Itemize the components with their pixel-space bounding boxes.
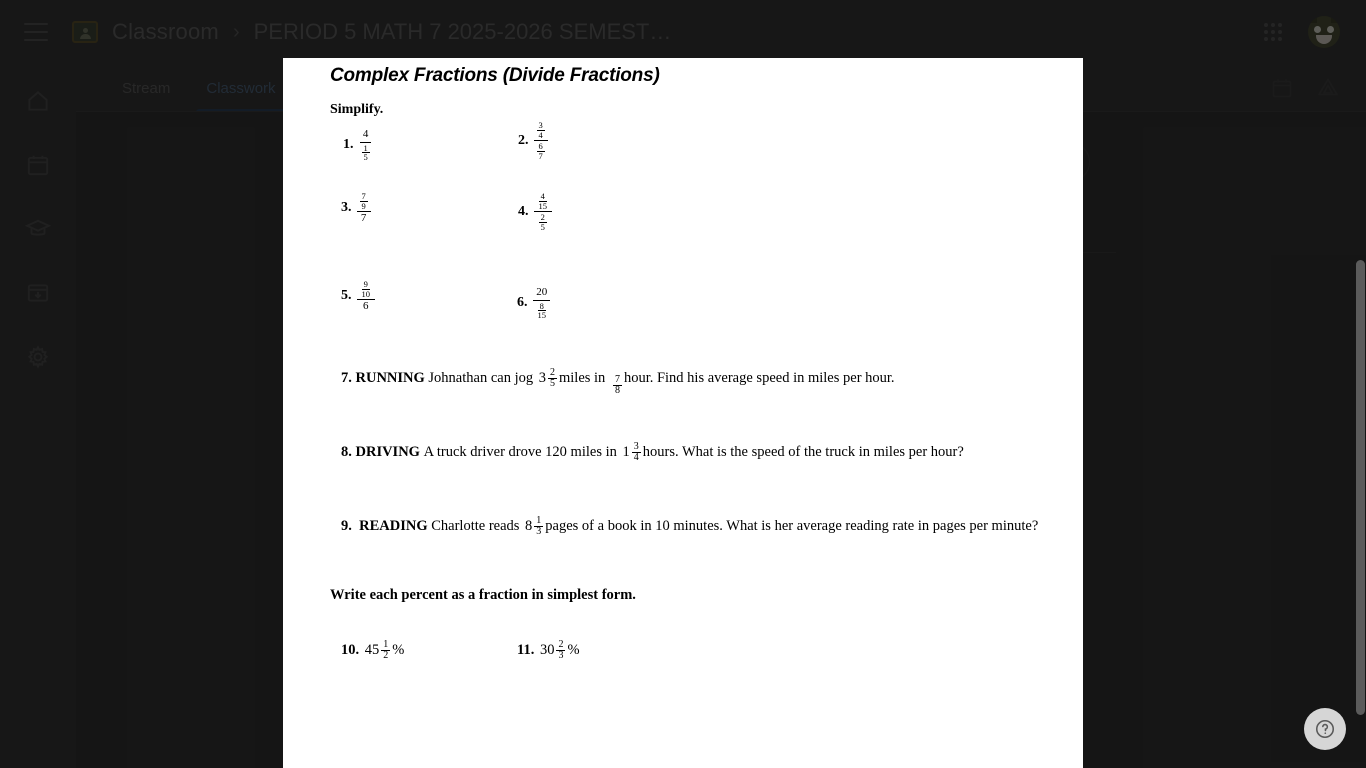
- problem-4: [518, 191, 552, 232]
- problem-text-2: miles in: [558, 370, 606, 386]
- fraction-numerator: [357, 191, 371, 212]
- problem-number: 1.: [343, 137, 354, 153]
- problem-text-1: Johnathan can jog: [428, 370, 534, 386]
- fraction-denominator: [534, 141, 548, 161]
- mixed-numerator: 2: [558, 639, 564, 650]
- vertical-scrollbar-track[interactable]: [1354, 112, 1366, 768]
- fraction-numerator: [357, 279, 376, 300]
- sub-fraction-numerator: 6: [538, 141, 543, 151]
- problem-text-2: hours. What is the speed of the truck in miles per hour?: [642, 444, 964, 460]
- mixed-whole: 30: [539, 642, 555, 658]
- problem-8: [341, 442, 964, 463]
- mixed-denominator: 2: [383, 650, 389, 661]
- problem-label: DRIVING: [355, 444, 420, 460]
- problem-number: 9.: [341, 518, 352, 534]
- problem-text-2: pages of a book in 10 minutes. What is her average reading rate in pages per minute?: [545, 518, 1039, 534]
- mixed-numerator: 7: [614, 374, 620, 385]
- help-button[interactable]: [1304, 708, 1346, 750]
- complex-fraction: [534, 120, 548, 161]
- mixed-number: [540, 640, 566, 661]
- sub-fraction-numerator: 9: [363, 279, 368, 289]
- worksheet-page: [283, 58, 1083, 768]
- sub-fraction-numerator: 1: [363, 142, 368, 153]
- problem-number: 7.: [341, 370, 352, 386]
- fraction-denominator: [359, 143, 373, 163]
- problem-number: 5.: [341, 288, 352, 304]
- problem-number: 2.: [518, 132, 529, 148]
- mixed-numerator: 1: [536, 515, 542, 526]
- fraction-denominator: 6: [363, 300, 369, 312]
- mixed-number-1: [623, 442, 641, 463]
- problem-10: [341, 640, 404, 661]
- mixed-denominator: 8: [614, 385, 620, 396]
- sub-fraction-denominator: 4: [538, 129, 543, 140]
- mixed-denominator: 3: [536, 526, 542, 537]
- vertical-scrollbar-thumb[interactable]: [1356, 260, 1365, 715]
- complex-fraction: [357, 279, 376, 314]
- complex-fraction: [533, 286, 552, 321]
- problem-number: 6.: [517, 295, 528, 311]
- sub-fraction-numerator: 4: [540, 191, 545, 201]
- mixed-number-2: [611, 375, 622, 396]
- percent-sign: %: [567, 642, 580, 658]
- mixed-number-1: [525, 516, 543, 537]
- fraction-numerator: [534, 191, 553, 212]
- help-question-icon: [1314, 718, 1336, 740]
- mixed-whole: 45: [364, 642, 380, 658]
- problem-number: 10.: [341, 642, 360, 658]
- sub-fraction-denominator: 10: [361, 288, 370, 299]
- sub-fraction-numerator: 3: [538, 120, 543, 130]
- problem-text-3: hour. Find his average speed in miles per hour.: [623, 370, 895, 386]
- fraction-numerator: 4: [360, 128, 372, 143]
- mixed-numerator: 1: [383, 639, 389, 650]
- problem-3: [341, 191, 371, 226]
- document-preview-overlay: [283, 58, 1083, 768]
- problem-label: READING: [359, 518, 428, 534]
- sub-fraction-denominator: 9: [361, 200, 366, 211]
- problem-2: [518, 120, 548, 161]
- mixed-whole: 8: [525, 518, 533, 534]
- fraction-denominator: [536, 212, 550, 232]
- mixed-denominator: 4: [633, 452, 639, 463]
- problem-7: [341, 368, 895, 396]
- mixed-number-1: [539, 368, 557, 389]
- sub-fraction-numerator: 8: [539, 300, 544, 311]
- problem-text-1: Charlotte reads: [431, 518, 520, 534]
- mixed-whole: 3: [538, 370, 546, 386]
- mixed-denominator: 3: [558, 650, 564, 661]
- problem-6: [517, 286, 551, 321]
- problem-number: 4.: [518, 203, 529, 219]
- mixed-numerator: 3: [633, 441, 639, 452]
- percent-sign: %: [392, 642, 405, 658]
- fraction-denominator: [533, 301, 552, 321]
- problem-number: 3.: [341, 200, 352, 216]
- problem-5: [341, 279, 375, 314]
- sub-fraction-numerator: 7: [361, 191, 366, 201]
- sub-fraction-numerator: 2: [540, 212, 545, 222]
- mixed-denominator: 5: [549, 378, 555, 389]
- section-heading-percent: Write each percent as a fraction in simplest form.: [330, 587, 636, 603]
- problem-number: 11.: [517, 642, 535, 658]
- sub-fraction-denominator: 5: [363, 152, 368, 163]
- mixed-whole: 1: [622, 444, 630, 460]
- problem-11: [517, 640, 580, 661]
- worksheet-title: Complex Fractions (Divide Fractions): [330, 65, 660, 86]
- section-heading-simplify: Simplify.: [330, 102, 384, 117]
- sub-fraction-denominator: 7: [538, 150, 543, 161]
- problem-1: [343, 128, 373, 163]
- sub-fraction-denominator: 15: [537, 310, 546, 321]
- fraction-numerator: 20: [533, 286, 550, 301]
- problem-number: 8.: [341, 444, 352, 460]
- sub-fraction-denominator: 5: [540, 221, 545, 232]
- sub-fraction-denominator: 15: [538, 200, 547, 211]
- complex-fraction: [534, 191, 553, 232]
- problem-label: RUNNING: [355, 370, 425, 386]
- fraction-numerator: [534, 120, 548, 141]
- complex-fraction: [359, 128, 373, 163]
- problem-text-1: A truck driver drove 120 miles in: [423, 444, 617, 460]
- mixed-number: [365, 640, 391, 661]
- fraction-denominator: 7: [360, 212, 367, 224]
- complex-fraction: [357, 191, 371, 226]
- mixed-numerator: 2: [549, 367, 555, 378]
- problem-9: [341, 516, 1038, 537]
